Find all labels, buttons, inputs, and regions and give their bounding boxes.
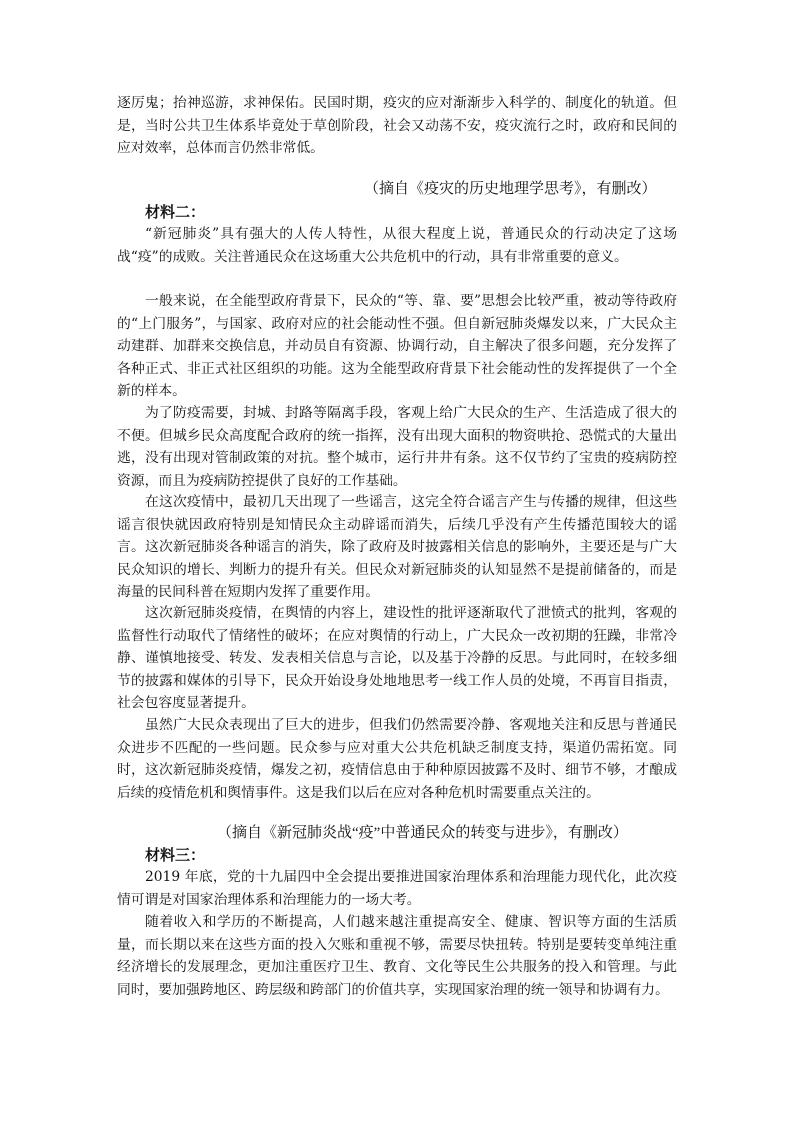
material2-paragraph: “新冠肺炎”具有强大的人传人特性，从很大程度上说，普通民众的行动决定了这场战“疫”的成败。关注普通民众在这场重大公共危机中的行动，具有非常重要的意义。 xyxy=(117,226,677,265)
material3-paragraph: 随着收入和学历的不断提高，人们越来越注重提高安全、健康、智识等方面的生活质量，而长期以来在这些方面的投入欠账和重视不够，需要尽快扭转。特别是要转变单纯注重经济增长的发展理念，更加注重医疗卫生、教育、文化等民生公共服务的投入和管理。与此同时，要加强跨地区、跨层级和跨部门的价值共享，实现国家治理的统一领导和协调有力。 xyxy=(117,914,677,998)
material2-paragraph: 这次新冠肺炎疫情，在舆情的内容上，建设性的批评逐渐取代了泄愤式的批判，客观的监督性行动取代了情绪性的破坏；在应对舆情的行动上，广大民众一改初期的狂躁，非常冷静、谨慎地接受、转发、发表相关信息与言论，以及基于冷静的反思。与此同时，在较多细节的披露和媒体的引导下，民众开始设身处地地思考一线工作人员的处境，不再盲目指责，社会包容度显著提升。 xyxy=(117,605,677,711)
material1-tail-paragraph: 逐厉鬼；抬神巡游，求神保佑。民国时期，疫灾的应对渐渐步入科学的、制度化的轨道。但是，当时公共卫生体系毕竟处于草创阶段，社会又动荡不安，疫灾流行之时，政府和民间的应对效率，总体而言仍然非常低。 xyxy=(117,95,677,156)
material1-source: （摘自《疫灾的历史地理学思考》，有删改） xyxy=(364,181,657,197)
material3-label: 材料三： xyxy=(145,848,206,864)
material2-paragraph: 为了防疫需要，封城、封路等隔离手段，客观上给广大民众的生产、生活造成了很大的不便。但城乡民众高度配合政府的统一指挥，没有出现大面积的物资哄抢、恐慌式的大量出逃，没有出现对管制政策的对抗。整个城市，运行井井有条。这不仅节约了宝贵的疫病防控资源，而且为疫病防控提供了良好的工作基础。 xyxy=(117,405,677,489)
material2-paragraph: 一般来说，在全能型政府背景下，民众的“等、靠、要”思想会比较严重，被动等待政府的“上门服务”，与国家、政府对应的社会能动性不强。但自新冠肺炎爆发以来，广大民众主动建群、加群来交换信息，并动员自有资源、协调行动，自主解决了很多问题，充分发挥了各种正式、非正式社区组织的功能。这为全能型政府背景下社会能动性的发挥提供了一个全新的样本。 xyxy=(117,293,677,399)
material3-paragraph: 2019 年底，党的十九届四中全会提出要推进国家治理体系和治理能力现代化，此次疫情可谓是对国家治理体系和治理能力的一场大考。 xyxy=(117,869,677,908)
material2-label: 材料二： xyxy=(145,205,206,221)
material2-source: （摘自《新冠肺炎战“疫”中普通民众的转变与进步》，有删改） xyxy=(217,825,628,841)
material2-paragraph: 在这次疫情中，最初几天出现了一些谣言，这完全符合谣言产生与传播的规律，但这些谣言很快就因政府特别是知情民众主动辟谣而消失，后续几乎没有产生传播范围较大的谣言。这次新冠肺炎各种谣言的消失，除了政府及时披露相关信息的影响外，主要还是与广大民众知识的增长、判断力的提升有关。但民众对新冠肺炎的认知显然不是提前储备的，而是海量的民间科普在短期内发挥了重要作用。 xyxy=(117,494,677,600)
material2-paragraph: 虽然广大民众表现出了巨大的进步，但我们仍然需要冷静、客观地关注和反思与普通民众进步不匹配的一些问题。民众参与应对重大公共危机缺乏制度支持，渠道仍需拓宽。同时，这次新冠肺炎疫情，爆发之初，疫情信息由于种种原因披露不及时、细节不够，才酿成后续的疫情危机和舆情事件。这是我们以后在应对各种危机时需要重点关注的。 xyxy=(117,717,677,801)
